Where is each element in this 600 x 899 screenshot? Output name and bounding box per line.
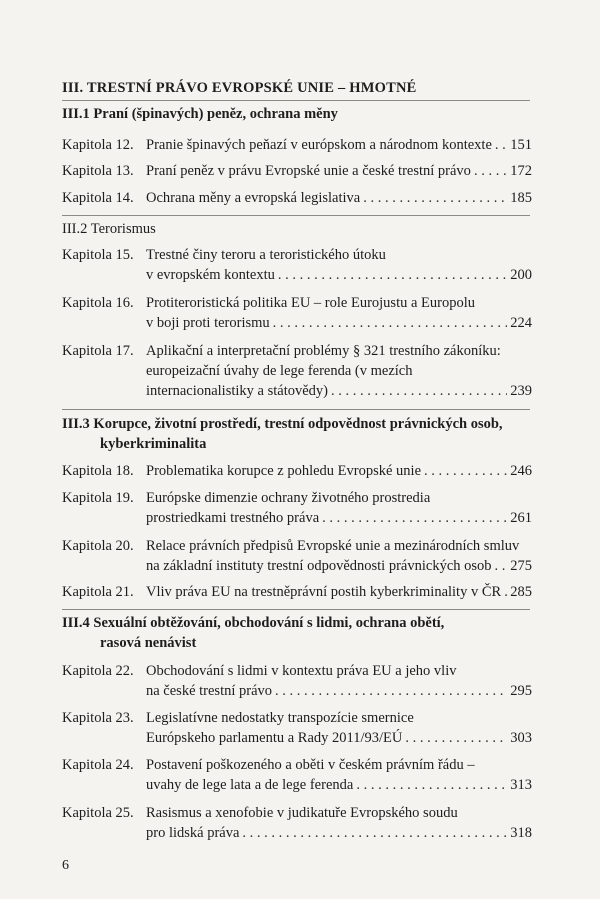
divider <box>62 215 530 216</box>
page-number: 239 <box>510 383 532 399</box>
chapter-title: Protiteroristická politika EU – role Eurojustu a Europolu <box>146 295 476 311</box>
page-number: 224 <box>510 315 532 331</box>
toc-entry <box>62 663 532 705</box>
chapter-title: Aplikační a interpretační problémy § 321 trestního zákoníku: <box>146 343 501 359</box>
subsection-heading-3-continued: kyberkriminalita <box>100 436 207 452</box>
divider <box>62 409 530 410</box>
toc-entry <box>62 710 532 752</box>
chapter-label: Kapitola 18. <box>62 463 134 479</box>
chapter-label: Kapitola 15. <box>62 247 134 263</box>
leader-dots <box>424 463 507 480</box>
chapter-label: Kapitola 23. <box>62 710 134 726</box>
chapter-title: Rasismus a xenofobie v judikatuře Evropského soudu <box>146 805 458 821</box>
section-title: III. TRESTNÍ PRÁVO EVROPSKÉ UNIE – HMOTNÉ <box>62 80 417 96</box>
chapter-title: Problematika korupce z pohledu Evropské unie <box>146 463 422 479</box>
leader-dots <box>363 190 507 207</box>
chapter-title-continued: v evropském kontextu <box>146 267 275 283</box>
toc-entry <box>62 295 532 337</box>
chapter-title: Ochrana měny a evropská legislativa <box>146 190 361 206</box>
toc-entry <box>62 584 532 604</box>
leader-dots <box>474 163 507 180</box>
chapter-title-continued: pro lidská práva <box>146 825 240 841</box>
chapter-label: Kapitola 19. <box>62 490 134 506</box>
subsection-heading-4-continued: rasová nenávist <box>100 635 197 651</box>
page-number: 303 <box>510 730 532 746</box>
chapter-title: Postavení poškozeného a oběti v českém právním řádu – <box>146 757 475 773</box>
page-number: 151 <box>510 137 532 153</box>
page-number: 275 <box>510 558 532 574</box>
toc-entry <box>62 757 532 799</box>
leader-dots <box>322 510 507 527</box>
toc-entry <box>62 490 532 532</box>
chapter-title-continued: internacionalistiky a státovědy) <box>146 383 329 399</box>
chapter-title-continued: prostriedkami trestného práva <box>146 510 320 526</box>
chapter-label: Kapitola 17. <box>62 343 134 359</box>
leader-dots <box>405 730 507 747</box>
chapter-label: Kapitola 21. <box>62 584 134 600</box>
chapter-label: Kapitola 22. <box>62 663 134 679</box>
toc-entry <box>62 805 532 847</box>
chapter-title: Obchodování s lidmi v kontextu práva EU a jeho vliv <box>146 663 457 679</box>
subsection-heading-3: III.3 Korupce, životní prostředí, trestní odpovědnost právnických osob, <box>62 416 503 432</box>
divider <box>62 609 530 610</box>
toc-entry <box>62 463 532 483</box>
toc-entry <box>62 538 532 580</box>
chapter-title: Trestné činy teroru a teroristického útoku <box>146 247 386 263</box>
toc-entry <box>62 343 532 405</box>
chapter-label: Kapitola 25. <box>62 805 134 821</box>
page-folio: 6 <box>62 858 69 873</box>
page-number: 246 <box>510 463 532 479</box>
subsection-heading-1: III.1 Praní (špinavých) peněz, ochrana měny <box>62 106 338 122</box>
leader-dots <box>242 825 507 842</box>
divider <box>62 100 530 101</box>
leader-dots <box>273 315 508 332</box>
chapter-title: Relace právních předpisů Evropské unie a mezinárodních smluv <box>146 538 520 554</box>
chapter-label: Kapitola 16. <box>62 295 134 311</box>
chapter-title: Európske dimenzie ochrany životného prostredia <box>146 490 431 506</box>
chapter-label: Kapitola 14. <box>62 190 134 206</box>
page-number: 172 <box>510 163 532 179</box>
leader-dots <box>275 683 507 700</box>
leader-dots <box>356 777 507 794</box>
chapter-title: Praní peněz v právu Evropské unie a české trestní právo <box>146 163 471 179</box>
chapter-label: Kapitola 13. <box>62 163 134 179</box>
leader-dots <box>495 558 508 575</box>
leader-dots <box>331 383 507 400</box>
chapter-label: Kapitola 24. <box>62 757 134 773</box>
page-number: 185 <box>510 190 532 206</box>
toc-entry <box>62 137 532 157</box>
chapter-title: Legislatívne nedostatky transpozície smernice <box>146 710 414 726</box>
page-number: 295 <box>510 683 532 699</box>
subsection-heading-4: III.4 Sexuální obtěžování, obchodování s lidmi, ochrana obětí, <box>62 615 445 631</box>
page-number: 261 <box>510 510 532 526</box>
toc-entry <box>62 163 532 183</box>
chapter-title: Vliv práva EU na trestněprávní postih kyberkriminality v ČR <box>146 584 502 600</box>
page-number: 285 <box>510 584 532 600</box>
toc-entry <box>62 190 532 210</box>
page-number: 313 <box>510 777 532 793</box>
page-number: 200 <box>510 267 532 283</box>
chapter-title-continued: na základní instituty trestní odpovědnosti právnických osob <box>146 558 492 574</box>
toc-entry <box>62 247 532 289</box>
chapter-title-continued: Európskeho parlamentu a Rady 2011/93/EÚ <box>146 730 403 746</box>
chapter-label: Kapitola 12. <box>62 137 134 153</box>
subsection-heading-2: III.2 Terorismus <box>62 221 156 237</box>
chapter-title-continued: uvahy de lege lata a de lege ferenda <box>146 777 354 793</box>
leader-dots <box>495 137 507 154</box>
leader-dots <box>504 584 507 601</box>
chapter-title-continued: europeizační úvahy de lege ferenda (v mezích <box>146 363 413 379</box>
chapter-title-continued: na české trestní právo <box>146 683 273 699</box>
chapter-label: Kapitola 20. <box>62 538 134 554</box>
chapter-title: Pranie špinavých peňazí v európskom a národnom kontexte <box>146 137 492 153</box>
page-number: 318 <box>510 825 532 841</box>
leader-dots <box>278 267 507 284</box>
chapter-title-continued: v boji proti terorismu <box>146 315 270 331</box>
